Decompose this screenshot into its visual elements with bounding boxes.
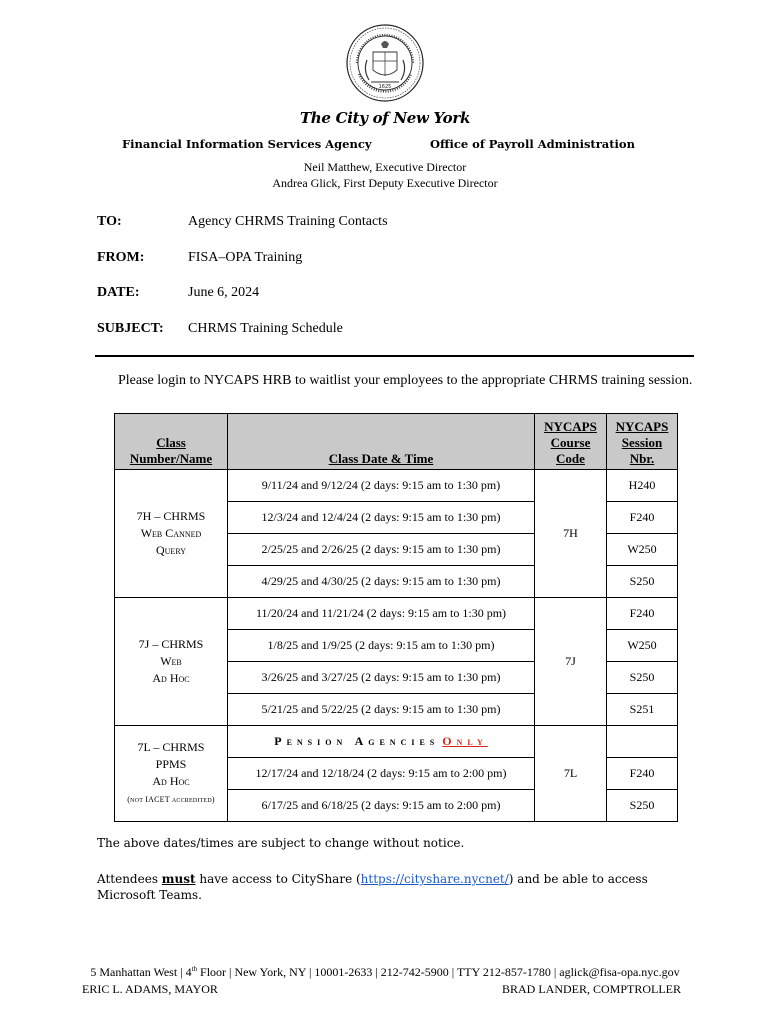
memo-subject-value: CHRMS Training Schedule bbox=[188, 321, 343, 336]
svg-text:1625: 1625 bbox=[378, 84, 392, 90]
header-class-date: Class Date & Time bbox=[228, 414, 535, 470]
memo-to-value: Agency CHRMS Training Contacts bbox=[188, 214, 388, 229]
table-row bbox=[115, 726, 678, 758]
footer-comptroller: BRAD LANDER, COMPTROLLER bbox=[502, 982, 682, 996]
agency-name-opa: Office of Payroll Administration bbox=[430, 137, 635, 151]
first-deputy-director: Andrea Glick, First Deputy Executive Director bbox=[272, 176, 498, 190]
session-nbr-empty bbox=[607, 726, 678, 758]
memo-date-value: June 6, 2024 bbox=[188, 285, 260, 300]
header-class: Class Number/Name bbox=[115, 414, 228, 470]
executive-director: Neil Matthew, Executive Director bbox=[303, 160, 467, 174]
class-name-7h: 7H – CHRMS Web Canned Query bbox=[115, 470, 228, 598]
class-date: 12/17/24 and 12/18/24 (2 days: 9:15 am to 2:00 pm) bbox=[228, 758, 535, 790]
pension-agencies-only-label: Pension Agencies Only bbox=[228, 726, 535, 758]
training-schedule-table bbox=[114, 413, 678, 822]
session-nbr: W250 bbox=[607, 534, 678, 566]
table-row bbox=[115, 598, 678, 630]
class-date: 6/17/25 and 6/18/25 (2 days: 9:15 am to 2:00 pm) bbox=[228, 790, 535, 822]
header-session-nbr: NYCAPS Session Nbr. bbox=[607, 414, 678, 470]
course-code-7j: 7J bbox=[535, 598, 607, 726]
agency-name-fisa: Financial Information Services Agency bbox=[122, 137, 372, 151]
session-nbr: F240 bbox=[607, 598, 678, 630]
class-date: 4/29/25 and 4/30/25 (2 days: 9:15 am to 1:30 pm) bbox=[228, 566, 535, 598]
cityshare-link[interactable]: https://cityshare.nycnet/ bbox=[360, 872, 509, 886]
class-date: 1/8/25 and 1/9/25 (2 days: 9:15 am to 1:30 pm) bbox=[228, 630, 535, 662]
session-nbr: H240 bbox=[607, 470, 678, 502]
course-code-7l: 7L bbox=[535, 726, 607, 822]
must-emphasis: must bbox=[161, 872, 196, 886]
attendees-requirement: Attendees must have access to CityShare (https://cityshare.nycnet/) and be able to access Microsoft Teams. bbox=[97, 872, 648, 902]
table-header-row bbox=[115, 414, 678, 470]
memo-subject-label: SUBJECT: bbox=[97, 321, 164, 336]
footer-mayor: ERIC L. ADAMS, MAYOR bbox=[82, 982, 218, 996]
header-divider bbox=[95, 355, 694, 357]
intro-paragraph: Please login to NYCAPS HRB to waitlist your employees to the appropriate CHRMS training session. bbox=[118, 373, 693, 388]
session-nbr: S250 bbox=[607, 662, 678, 694]
only-emphasis: Only bbox=[442, 734, 488, 748]
class-date: 11/20/24 and 11/21/24 (2 days: 9:15 am to 1:30 pm) bbox=[228, 598, 535, 630]
class-date: 9/11/24 and 9/12/24 (2 days: 9:15 am to 1:30 pm) bbox=[228, 470, 535, 502]
header-course-code: NYCAPS Course Code bbox=[535, 414, 607, 470]
session-nbr: S251 bbox=[607, 694, 678, 726]
session-nbr: W250 bbox=[607, 630, 678, 662]
memo-from-value: FISA–OPA Training bbox=[188, 250, 303, 265]
session-nbr: S250 bbox=[607, 566, 678, 598]
memo-from-label: FROM: bbox=[97, 250, 145, 265]
table-row bbox=[115, 470, 678, 502]
session-nbr: F240 bbox=[607, 758, 678, 790]
memo-to-label: TO: bbox=[97, 214, 122, 229]
city-title: The City of New York bbox=[299, 109, 471, 127]
class-date: 3/26/25 and 3/27/25 (2 days: 9:15 am to 1:30 pm) bbox=[228, 662, 535, 694]
class-date: 2/25/25 and 2/26/25 (2 days: 9:15 am to 1:30 pm) bbox=[228, 534, 535, 566]
change-notice: The above dates/times are subject to change without notice. bbox=[97, 836, 465, 850]
session-nbr: S250 bbox=[607, 790, 678, 822]
course-code-7h: 7H bbox=[535, 470, 607, 598]
class-name-7l: 7L – CHRMS PPMS Ad Hoc (not IACET accredited) bbox=[115, 726, 228, 822]
footer-address: 5 Manhattan West | 4th Floor | New York, NY | 10001-2633 | 212-742-5900 | TTY 212-857-1780 | aglick@fisa-opa.nyc.gov bbox=[90, 965, 680, 979]
city-seal-icon bbox=[345, 22, 425, 104]
class-date: 5/21/25 and 5/22/25 (2 days: 9:15 am to 1:30 pm) bbox=[228, 694, 535, 726]
memo-date-label: DATE: bbox=[97, 285, 140, 300]
session-nbr: F240 bbox=[607, 502, 678, 534]
class-name-7j: 7J – CHRMS Web Ad Hoc bbox=[115, 598, 228, 726]
class-date: 12/3/24 and 12/4/24 (2 days: 9:15 am to 1:30 pm) bbox=[228, 502, 535, 534]
